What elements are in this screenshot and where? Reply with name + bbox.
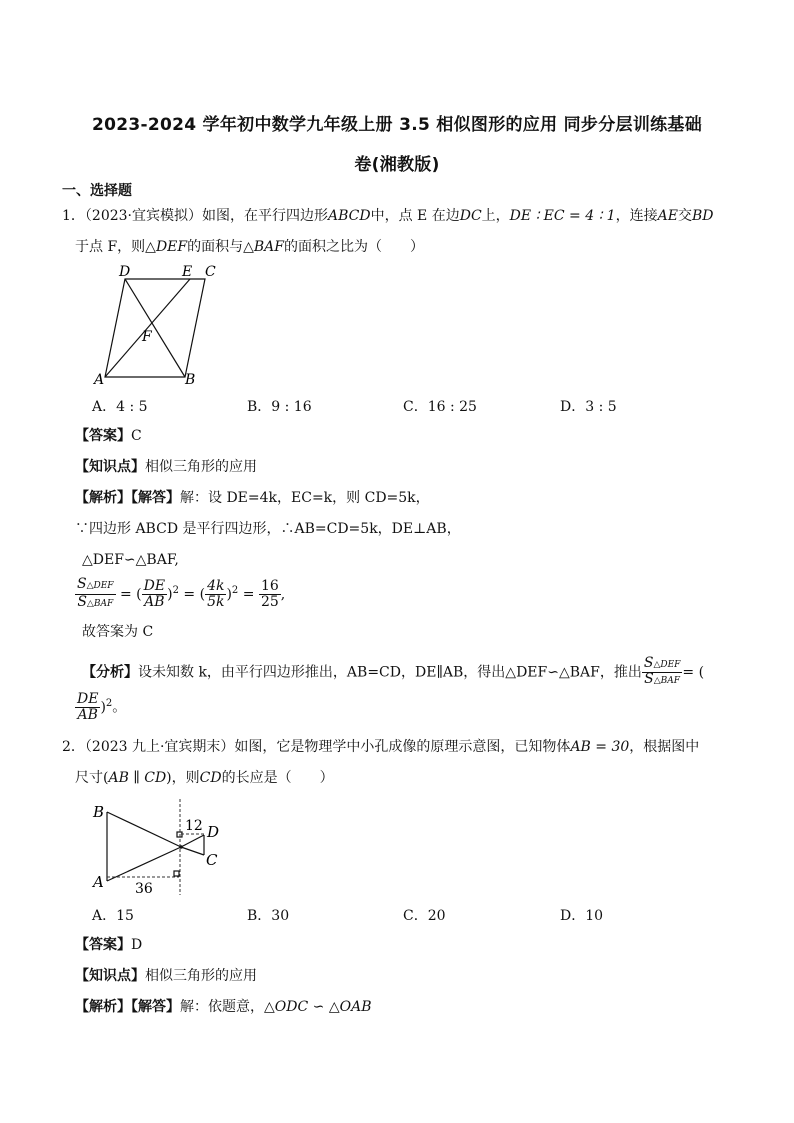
label-b: B — [93, 803, 105, 821]
q1-analysis: 【解析】【解答】解：设 DE=4k，EC=k，则 CD=5k， — [75, 490, 430, 506]
q2-option-c[interactable]: C．20 — [403, 908, 446, 924]
q1-option-b[interactable]: B．9 : 16 — [247, 399, 312, 415]
label-a: A — [93, 873, 104, 891]
q1-knowledge: 【知识点】相似三角形的应用 — [75, 459, 257, 475]
q2-answer: 【答案】D — [75, 937, 143, 953]
label-c: C — [206, 851, 218, 869]
label-f: F — [142, 329, 152, 345]
q2-option-d[interactable]: D．10 — [560, 908, 604, 924]
q2-analysis: 【解析】【解答】解：依题意，△ODC ∽ △OAB — [75, 999, 372, 1015]
title-line-1: 2023-2024 学年初中数学九年级上册 3.5 相似图形的应用 同步分层训练基础 — [91, 115, 703, 135]
q1-fenxi-line-2: $\frac{DE}{AB}$ )$^2$。 — [77, 691, 127, 723]
q1-fenxi: 【分析】设未知数 k，由平行四边形推出，AB=CD，DE∥AB，得出△DEF∽△BAF，推出 $\frac{\text{S△DEF}}{\text{S△BAF}}$ = ( — [82, 655, 705, 687]
label-a: A — [94, 372, 105, 388]
q1-analysis-line-2: ∵四边形 ABCD 是平行四边形，∴AB=CD=5k，DE⊥AB， — [75, 521, 461, 537]
q2-stem-line-2: 尺寸(AB ∥ CD)，则CD的长应是（ ） — [75, 770, 334, 786]
label-b: B — [185, 372, 196, 388]
title-line-2: 卷(湘教版) — [354, 155, 440, 175]
q1-option-a[interactable]: A．4 : 5 — [92, 399, 148, 415]
q1-stem-line-1: 1．（2023·宜宾模拟）如图，在平行四边形ABCD中，点 E 在边DC上，DE ∶ EC = 4 ∶ 1，连接AE交BD — [62, 208, 714, 224]
label-36: 36 — [135, 881, 153, 897]
q2-pinhole-figure — [85, 795, 235, 900]
q1-conclusion: 故答案为 C — [82, 624, 154, 640]
q2-knowledge: 【知识点】相似三角形的应用 — [75, 968, 257, 984]
section-heading: 一、选择题 — [62, 183, 132, 199]
q1-option-d[interactable]: D．3 : 5 — [560, 399, 617, 415]
q1-parallelogram-figure — [85, 260, 225, 390]
q1-option-c[interactable]: C．16 : 25 — [403, 399, 477, 415]
label-d: D — [207, 823, 220, 841]
q2-option-b[interactable]: B．30 — [247, 908, 290, 924]
q2-stem-line-1: 2．（2023 九上·宜宾期末）如图，它是物理学中小孔成像的原理示意图，已知物体AB = 30，根据图中 — [62, 739, 700, 755]
label-12: 12 — [185, 818, 203, 834]
q2-option-a[interactable]: A．15 — [92, 908, 134, 924]
q1-ratio-equation: $\frac{\text{S△DEF}}{\text{S△BAF}}$ = ( $\frac{DE}{AB}$ )$^2$ = ( $\frac{4k}{5k}$ )$^2$ = $\frac{16}{25}$ , — [77, 576, 286, 610]
q1-stem-line-2: 于点 F，则△DEF的面积与△BAF的面积之比为（ ） — [75, 239, 425, 255]
label-e: E — [182, 264, 193, 280]
label-d: D — [119, 264, 131, 280]
pinhole-point — [179, 845, 183, 849]
q1-answer: 【答案】C — [75, 428, 142, 444]
label-c: C — [205, 264, 216, 280]
q1-analysis-line-3: △DEF∽△BAF, — [82, 552, 179, 568]
